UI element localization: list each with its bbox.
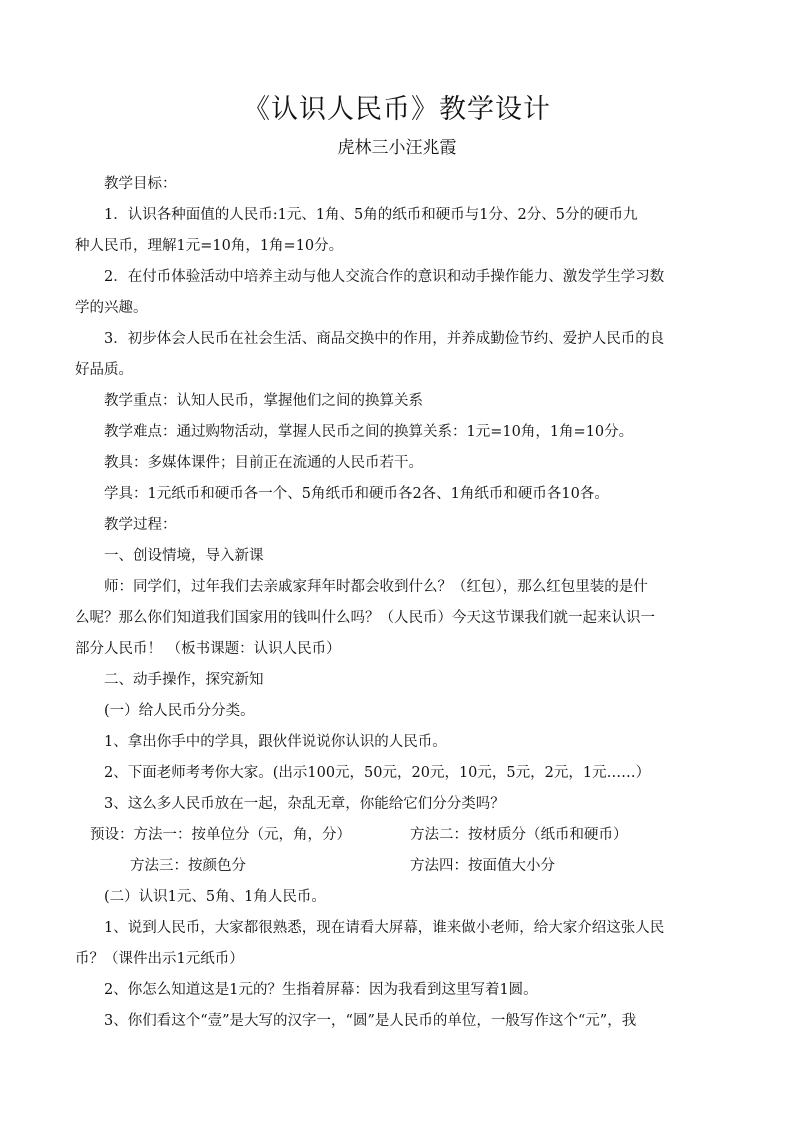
step-2-2: 2、你怎么知道这是1元的？生指着屏幕：因为我看到这里写着1圆。: [104, 982, 538, 998]
objective-3-line-1: 3．初步体会人民币在社会生活、商品交换中的作用，并养成勤俭节约、爱护人民币的良: [104, 331, 665, 347]
subpart-1-heading: (一）给人民币分分类。: [104, 703, 255, 719]
method-2: 方法二：按材质分（纸币和硬币）: [410, 827, 628, 843]
intro-paragraph-line-3: 部分人民币！ （板书课题：认识人民币）: [75, 641, 341, 657]
step-2-3: 3、你们看这个“壹”是大写的汉字一，“圆”是人民币的单位，一般写作这个“元”，我: [104, 1013, 637, 1029]
step-2: 2、下面老师考考你大家。(出示100元，50元，20元，10元，5元，2元，1元……）: [104, 765, 651, 781]
step-2-1-line-1: 1、说到人民币，大家都很熟悉，现在请看大屏幕，谁来做小老师，给大家介绍这张人民: [104, 920, 665, 936]
method-1: 预设：方法一：按单位分（元，角，分）: [90, 827, 351, 843]
student-aids: 学具：1元纸币和硬币各一个、5角纸币和硬币各2各、1角纸币和硬币各10各。: [104, 486, 609, 502]
teaching-aids: 教具：多媒体课件；目前正在流通的人民币若干。: [104, 455, 423, 471]
document-title: 《认识人民币》教学设计: [243, 94, 551, 125]
step-3: 3、这么多人民币放在一起，杂乱无章，你能给它们分分类吗？: [104, 796, 505, 812]
method-row-1: [90, 820, 724, 851]
method-4: 方法四：按面值大小分: [410, 858, 555, 874]
step-2-1-line-2: 币？（课件出示1元纸币）: [75, 951, 244, 967]
teaching-difficulty: 教学难点：通过购物活动，掌握人民币之间的换算关系：1元=10角，1角=10分。: [104, 424, 634, 440]
method-row-2: [90, 851, 724, 882]
part-1-heading: 一、创设情境，导入新课: [104, 548, 264, 564]
objective-2-line-1: 2．在付币体验活动中培养主动与他人交流合作的意识和动手操作能力、激发学生学习数: [104, 269, 665, 285]
section-heading-objectives: 教学目标：: [104, 176, 177, 192]
step-1: 1、拿出你手中的学具，跟伙伴说说你认识的人民币。: [104, 734, 447, 750]
objective-3-line-2: 好品质。: [75, 362, 133, 378]
section-heading-process: 教学过程：: [104, 517, 177, 533]
objective-2-line-2: 学的兴趣。: [75, 300, 148, 316]
objective-1-line-2: 种人民币，理解1元=10角，1角=10分。: [75, 238, 344, 254]
subpart-2-heading: (二）认识1元、5角、1角人民币。: [104, 889, 326, 905]
method-3: 方法三：按颜色分: [130, 858, 246, 874]
objective-1-line-1: 1．认识各种面值的人民币:1元、1角、5角的纸币和硬币与1分、2分、5分的硬币九: [104, 207, 638, 223]
document-body: [75, 169, 724, 1037]
document-author: 虎林三小汪兆霞: [337, 138, 457, 158]
part-2-heading: 二、动手操作，探究新知: [104, 672, 264, 688]
teaching-focus: 教学重点：认知人民币，掌握他们之间的换算关系: [104, 393, 423, 409]
intro-paragraph-line-2: 么呢？那么你们知道我们国家用的钱叫什么吗？（人民币）今天这节课我们就一起来认识一: [75, 610, 655, 626]
intro-paragraph-line-1: 师：同学们，过年我们去亲戚家拜年时都会收到什么？（红包），那么红包里装的是什: [104, 579, 648, 595]
